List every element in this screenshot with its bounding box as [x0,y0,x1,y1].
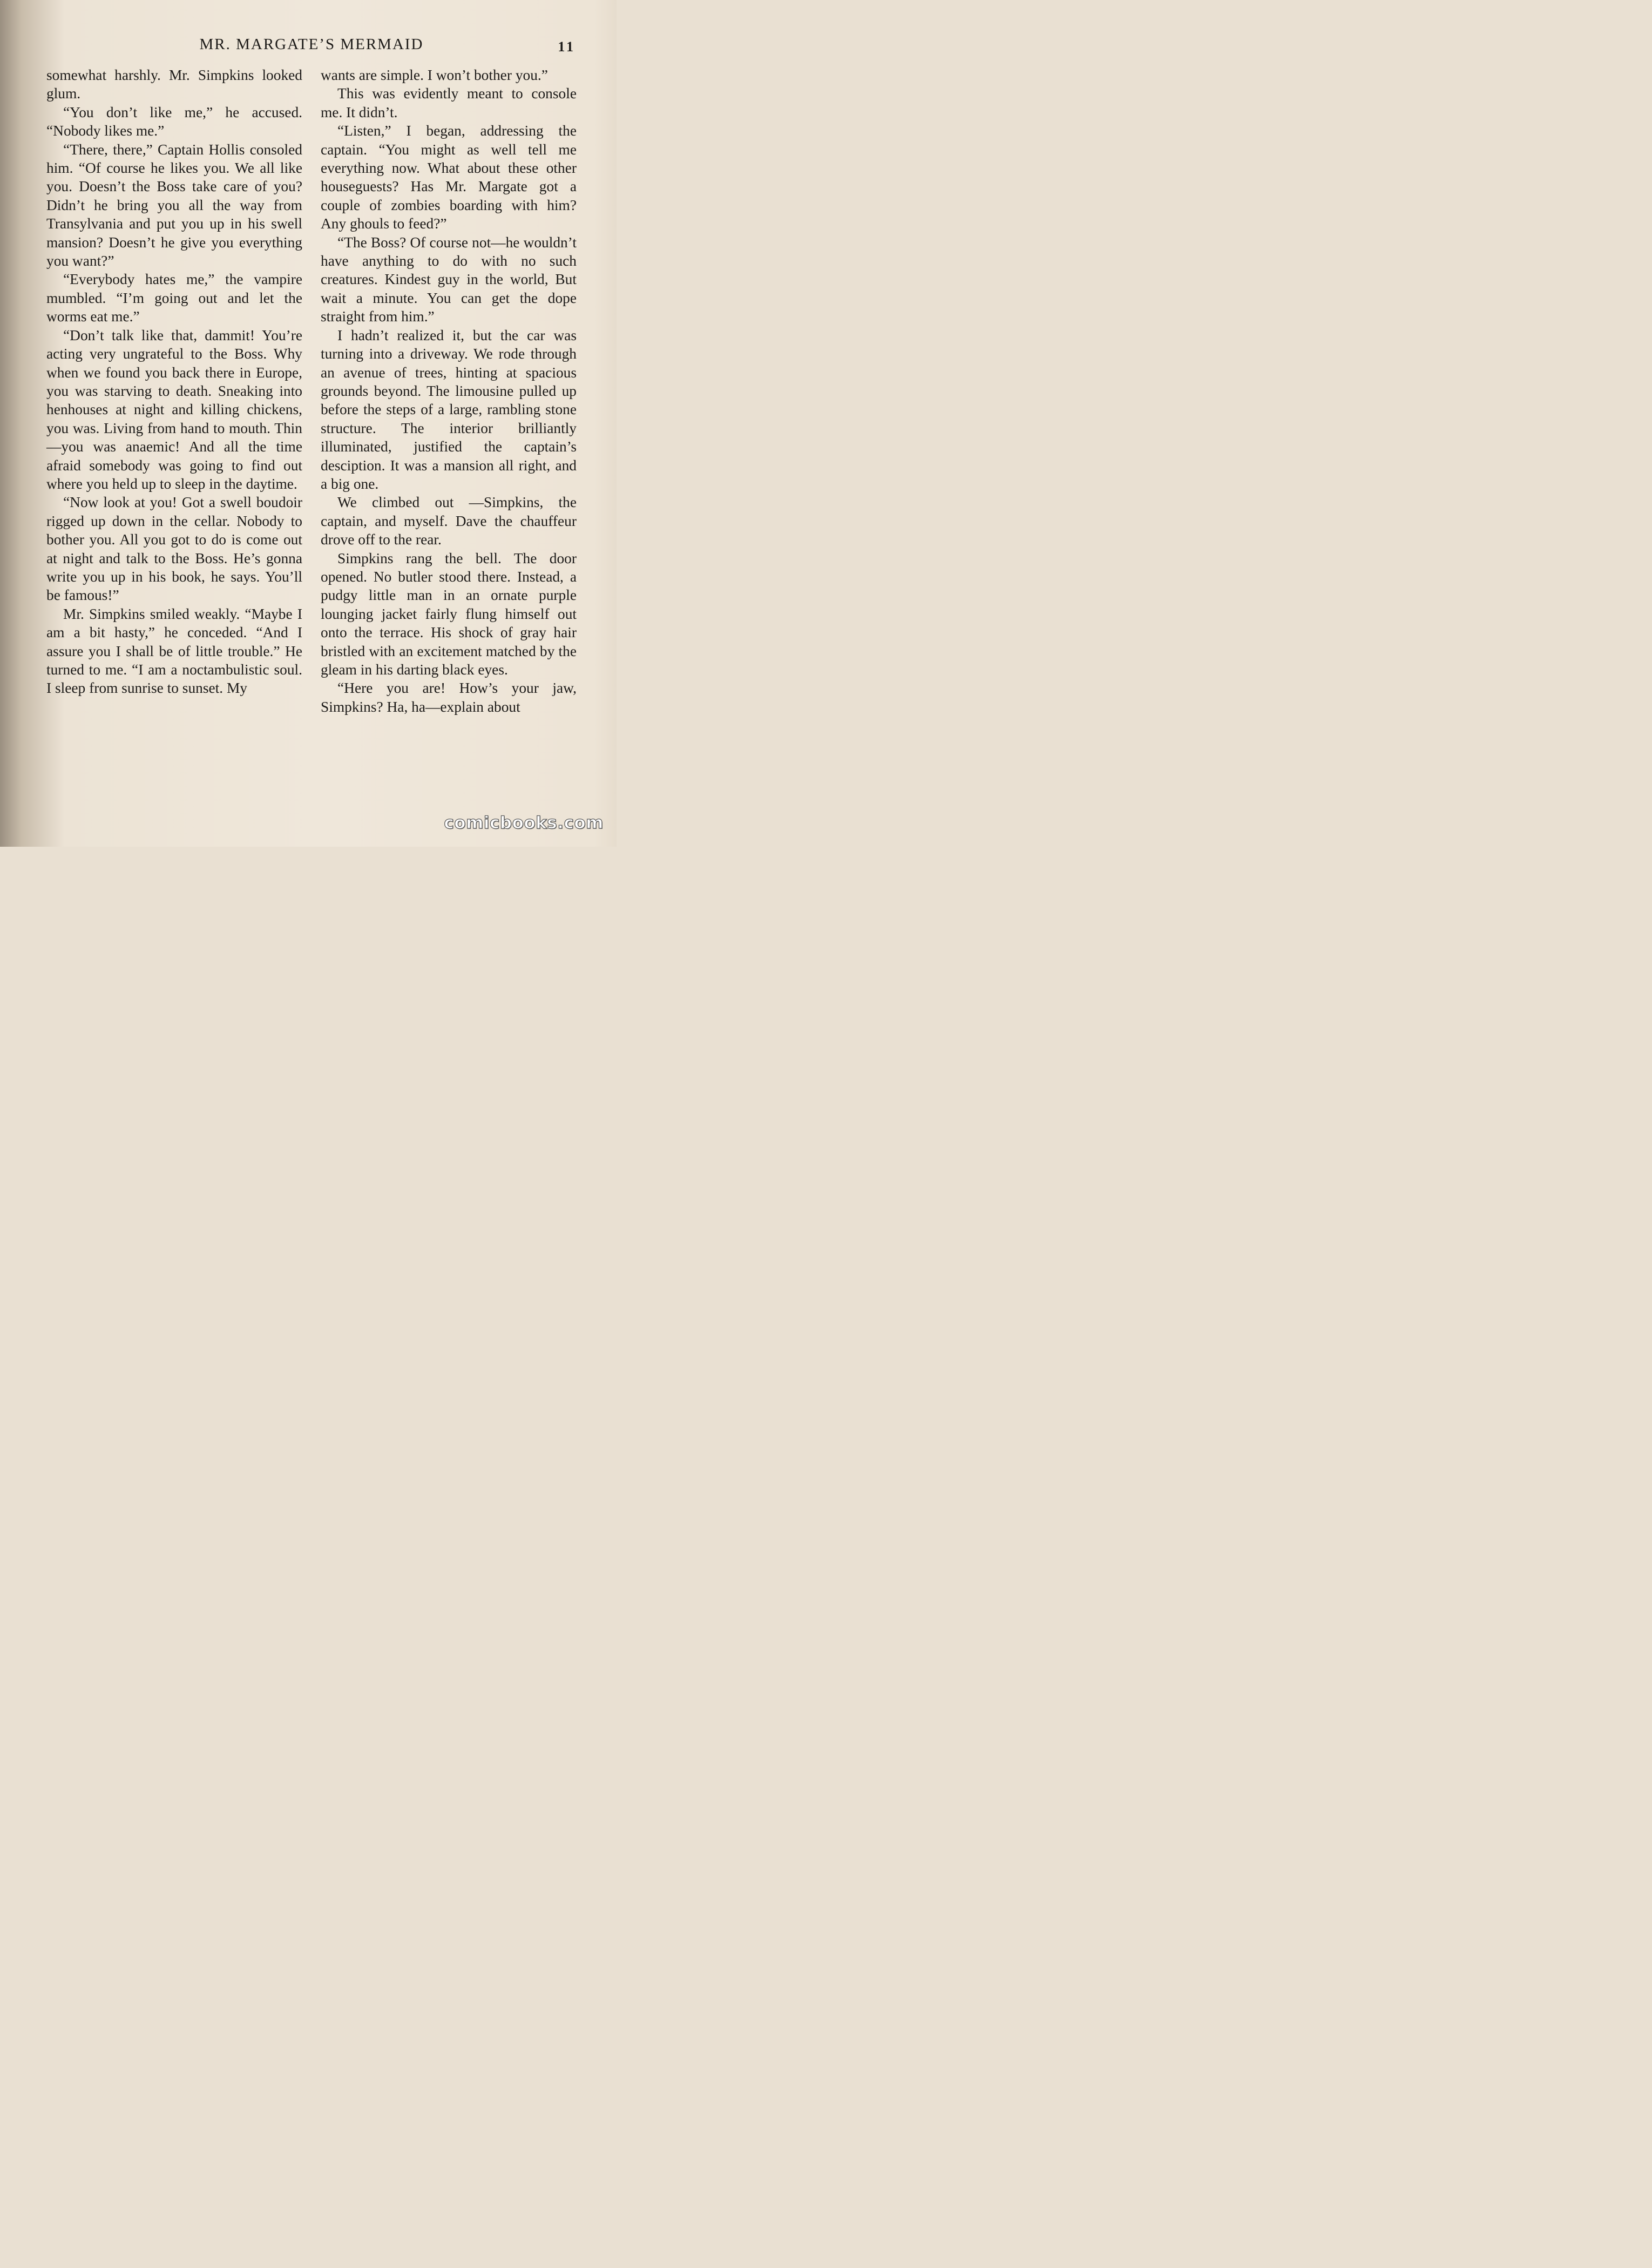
paragraph: We climbed out —Simpkins, the captain, and myself. Dave the chauffeur drove off to the rear. [321,494,577,548]
paragraph: “Don’t talk like that, dammit! You’re acting very ungrateful to the Boss. Why when we found you back there in Europe, you was starving to death. Sneaking into henhouses at night and killing chickens, you was. Living from hand to mouth. Thin—you was anaemic! And all the time afraid somebody was going to find out where you held up to sleep in the daytime. [46,327,302,492]
page-number: 11 [558,39,576,55]
paragraph: “Here you are! How’s your jaw, Simpkins? Ha, ha—explain about [321,680,577,715]
paragraph: somewhat harshly. Mr. Simpkins looked glum. [46,67,302,102]
paragraph: wants are simple. I won’t bother you.” [321,67,548,83]
paragraph: “The Boss? Of course not—he wouldn’t have anything to do with no such creatures. Kindest guy in the world, But wait a minute. You can get the dope straight from him.” [321,234,577,325]
paragraph: “There, there,” Captain Hollis consoled him. “Of course he likes you. We all like you. Doesn’t the Boss take care of you? Didn’t he bring you all the way from Transylvania and put you up in his swell mansion? Doesn’t he give you everything you want?” [46,141,302,269]
paragraph: “Now look at you! Got a swell boudoir rigged up down in the cellar. Nobody to bother you. All you got to do is come out at night and talk to the Boss. He’s gonna write you up in his book, he says. You’ll be famous!” [46,494,302,604]
paragraph: “You don’t like me,” he accused. “Nobody likes me.” [46,104,302,139]
paragraph: “Everybody hates me,” the vampire mumbled. “I’m going out and let the worms eat me.” [46,271,302,325]
paragraph: Simpkins rang the bell. The door opened. No butler stood there. Instead, a pudgy little man in an ornate purple lounging jacket fairly flung himself out onto the terrace. His shock of gray hair bristled with an excitement matched by the gleam in his darting black eyes. [321,550,577,678]
running-header-title: MR. MARGATE’S MERMAID [199,36,424,53]
book-page [0,0,617,847]
left-column [46,66,302,698]
paragraph: I hadn’t realized it, but the car was turning into a driveway. We rode through an avenue of trees, hinting at spacious grounds beyond. The limousine pulled up before the steps of a large, rambling stone structure. The interior brilliantly illuminated, justified the captain’s desciption. It was a mansion all right, and a big one. [321,327,577,492]
right-column [321,66,577,716]
paragraph: Mr. Simpkins smiled weakly. “Maybe I am a bit hasty,” he conceded. “And I assure you I shall be of little trouble.” He turned to me. “I am a noctambulistic soul. I sleep from sunrise to sunset. My [46,605,302,697]
paragraph: “Listen,” I began, addressing the captain. “You might as well tell me everything now. What about these other houseguests? Has Mr. Margate got a couple of zombies boarding with him? Any ghouls to feed?” [321,123,577,232]
site-watermark: comicbooks.com [444,813,604,833]
paragraph: This was evidently meant to console me. It didn’t. [321,85,577,120]
